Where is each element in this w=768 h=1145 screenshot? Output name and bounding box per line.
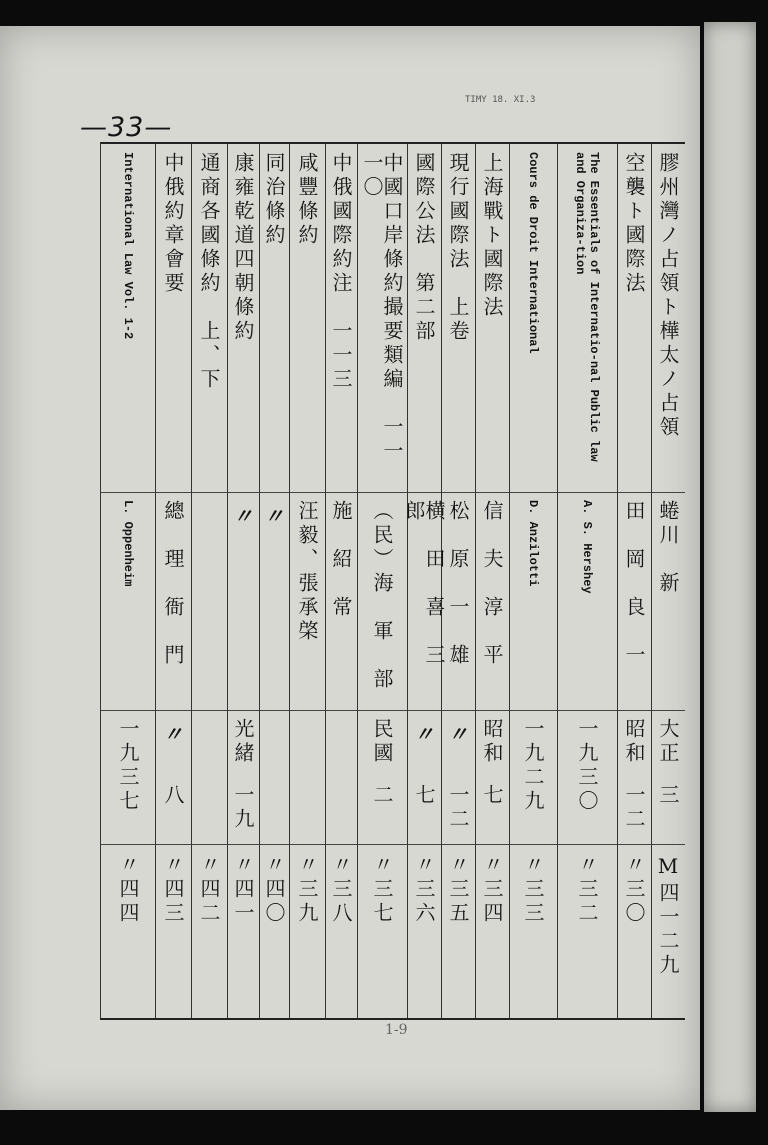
pub-era: 民國	[370, 718, 394, 766]
pub-year: 三	[656, 784, 680, 808]
book-title: 康雍乾道四朝條約	[231, 152, 255, 344]
pub-year: 一九三〇	[575, 718, 599, 814]
book-title: 同治條約	[262, 152, 286, 248]
footer-mark: 1-9	[385, 1022, 408, 1038]
pub-year: 一九三七	[116, 718, 140, 814]
ref-mark: 〃三九	[295, 854, 319, 926]
pub-year: 二	[370, 784, 394, 808]
pub-era: 〃	[163, 722, 183, 746]
ref-mark: 〃三七	[370, 854, 394, 926]
pub-year: 一二	[446, 784, 470, 832]
table-column	[441, 144, 476, 1018]
book-title: 上海戰ト國際法	[480, 152, 504, 320]
ref-mark: M四一二九	[656, 854, 680, 978]
ref-mark: 〃三六	[412, 854, 436, 926]
table-column	[617, 144, 652, 1018]
ref-mark: 〃四〇	[262, 854, 286, 926]
book-title: 國際公法 第二部	[412, 152, 436, 344]
adjacent-page-strip	[704, 22, 756, 1112]
table-column	[227, 144, 260, 1018]
book-title: 空襲ト國際法	[622, 152, 646, 296]
table-column	[289, 144, 326, 1018]
table-column	[325, 144, 358, 1018]
pub-era: 〃	[448, 722, 468, 746]
book-title: 現行國際法 上卷	[446, 152, 470, 344]
ref-mark: 〃三五	[446, 854, 470, 926]
ref-mark: 〃三四	[480, 854, 504, 926]
book-author: L. Oppenheim	[121, 500, 135, 587]
book-author: D. Anzilotti	[526, 500, 540, 587]
bibliography-table	[100, 142, 685, 1020]
table-column	[557, 144, 618, 1018]
pub-era: 光緒	[231, 718, 255, 766]
book-title: 中俄約章會要	[161, 152, 185, 296]
table-column	[101, 144, 156, 1018]
table-column	[357, 144, 408, 1018]
book-author: 汪毅、張承棨	[295, 500, 319, 644]
ref-mark: 〃四四	[116, 854, 140, 926]
ref-mark: 〃三八	[329, 854, 353, 926]
book-title: International Law Vol. 1-2	[121, 152, 135, 340]
book-title: 通商各國條約 上、下	[197, 152, 221, 392]
ref-mark: 〃三二	[575, 854, 599, 926]
handwritten-page-number: —33—	[80, 112, 173, 143]
pub-era: 大正	[656, 718, 680, 766]
book-title: Cours de Droit International	[526, 152, 540, 354]
pub-year: 七	[480, 784, 504, 808]
pub-year: 一二	[622, 784, 646, 832]
book-author: 蜷川 新	[656, 500, 680, 596]
book-author: 松 原 一 雄	[446, 500, 470, 668]
table-column	[259, 144, 290, 1018]
book-author: （民）海 軍 部	[370, 500, 394, 692]
book-author: A. S. Hershey	[580, 500, 594, 594]
pub-year: 一九	[231, 784, 255, 832]
book-author: 信 夫 淳 平	[480, 500, 504, 668]
pub-year: 八	[161, 784, 185, 808]
book-author: 〃	[233, 504, 253, 528]
book-title: 咸豐條約	[295, 152, 319, 248]
ref-mark: 〃三〇	[622, 854, 646, 926]
table-column	[509, 144, 558, 1018]
ref-mark: 〃四二	[197, 854, 221, 926]
ref-mark: 〃四一	[231, 854, 255, 926]
table-column	[191, 144, 228, 1018]
pub-year: 一九二九	[521, 718, 545, 814]
pub-era: 昭和	[622, 718, 646, 766]
table-column	[651, 144, 685, 1018]
table-column	[155, 144, 192, 1018]
archive-stamp: TIMY 18. XI.3	[465, 95, 536, 105]
book-title: 中俄國際約注 一一三	[329, 152, 353, 392]
book-author: 施 紹 常	[329, 500, 353, 620]
ref-mark: 〃四三	[161, 854, 185, 926]
book-title: 膠州灣ノ占領ト樺太ノ占領	[656, 152, 680, 440]
book-author: 田 岡 良 一	[622, 500, 646, 668]
ref-mark: 〃三三	[521, 854, 545, 926]
book-title: 中國口岸條約撮要類編 一一一〇	[360, 152, 404, 464]
book-title: The Essentials of Internatio-nal Public law and Organiza-tion	[573, 152, 601, 462]
pub-era: 昭和	[480, 718, 504, 766]
book-author: 横 田 喜 三 郎	[402, 500, 446, 692]
table-column	[402, 144, 446, 1018]
pub-year: 七	[412, 784, 436, 808]
book-author: 總 理 衙 門	[161, 500, 185, 668]
table-column	[475, 144, 510, 1018]
pub-era: 〃	[414, 722, 434, 746]
book-author: 〃	[264, 504, 284, 528]
